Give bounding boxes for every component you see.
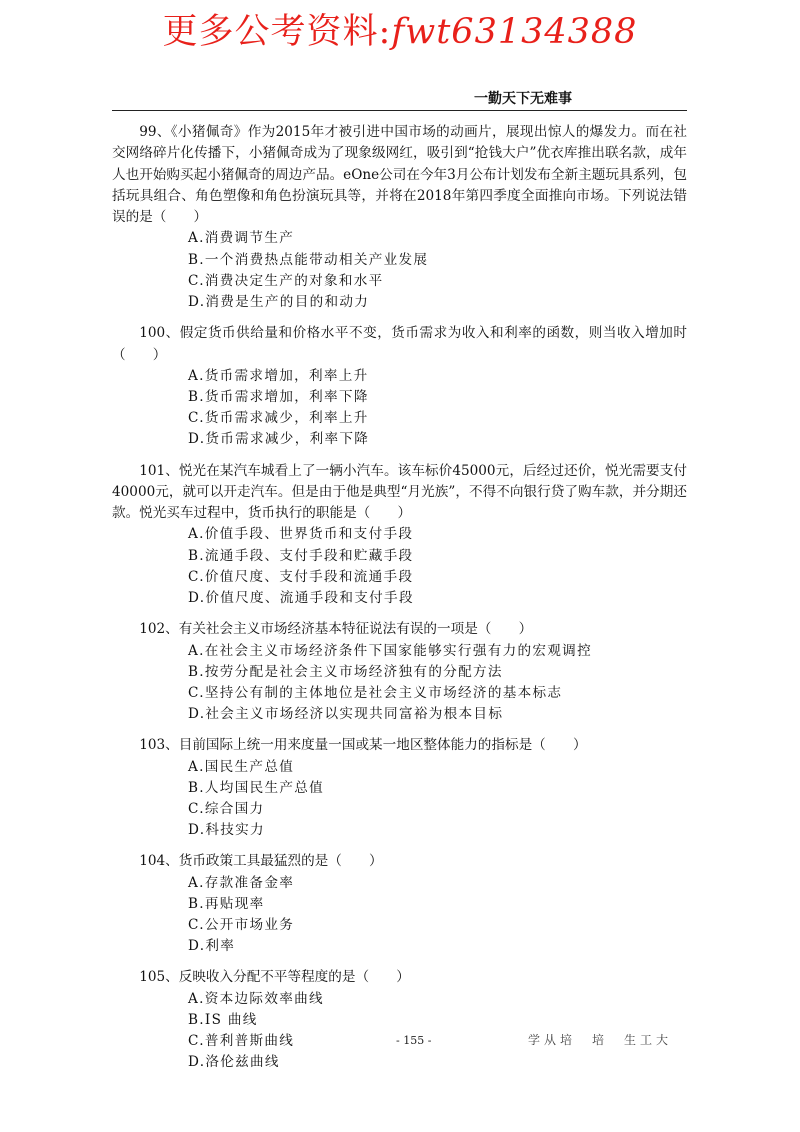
question-stem: 102、有关社会主义市场经济基本特征说法有误的一项是（ ） [139, 621, 533, 638]
banner-text: 更多公考资料: [162, 12, 392, 52]
option-d: D.消费是生产的目的和动力 [188, 294, 370, 311]
question-stem: 100、假定货币供给量和价格水平不变，货币需求为收入和利率的函数，则当收入增加时（ ） [112, 325, 687, 363]
option-b: B.IS 曲线 [188, 1011, 258, 1028]
option-b: B.再贴现率 [188, 895, 265, 912]
option-a: A.存款准备金率 [188, 874, 295, 891]
option-list [112, 366, 687, 451]
question-stem: 101、悦光在某汽车城看上了一辆小汽车。该车标价45000元，后经过还价，悦光需要支付40000元，就可以开走汽车。但是由于他是典型“月光族”，不得不向银行贷了购车款，并分期还款。悦光买车过程中，货币执行的职能是（ ） [112, 462, 687, 522]
watermark-banner [0, 4, 800, 54]
option-c: C.公开市场业务 [188, 916, 295, 933]
option-a: A.资本边际效率曲线 [188, 990, 324, 1007]
option-b: B.一个消费热点能带动相关产业发展 [188, 251, 429, 268]
question-102 [112, 619, 687, 725]
question-stem: 104、货币政策工具最猛烈的是（ ） [139, 853, 383, 870]
option-b: B.货币需求增加，利率下降 [188, 389, 369, 406]
header-motto: 一勤天下无难事 [474, 91, 572, 107]
page-header [112, 86, 687, 111]
question-99 [112, 122, 687, 313]
option-c: C.普利普斯曲线 [188, 1033, 295, 1050]
question-103 [112, 735, 687, 841]
option-a: A.国民生产总值 [188, 758, 295, 775]
option-a: A.消费调节生产 [188, 230, 295, 247]
question-104 [112, 851, 687, 957]
option-c: C.价值尺度、支付手段和流通手段 [188, 568, 414, 585]
option-c: C.综合国力 [188, 800, 265, 817]
option-c: C.货币需求减少，利率上升 [188, 410, 369, 427]
option-d: D.货币需求减少，利率下降 [188, 431, 370, 448]
option-c: C.坚持公有制的主体地位是社会主义市场经济的基本标志 [188, 684, 563, 701]
option-b: B.按劳分配是社会主义市场经济独有的分配方法 [188, 663, 503, 680]
option-b: B.流通手段、支付手段和贮藏手段 [188, 547, 414, 564]
option-d: D.洛伦兹曲线 [188, 1054, 280, 1071]
question-stem: 105、反映收入分配不平等程度的是（ ） [139, 969, 410, 986]
option-list [112, 873, 687, 958]
option-b: B.人均国民生产总值 [188, 779, 325, 796]
banner-code: fwt63134388 [391, 12, 638, 52]
footer-stamp: 学从培 培 生工大 [528, 1033, 673, 1047]
option-list [112, 524, 687, 609]
option-a: A.货币需求增加，利率上升 [188, 367, 369, 384]
question-100 [112, 323, 687, 450]
option-a: A.在社会主义市场经济条件下国家能够实行强有力的宏观调控 [188, 642, 592, 659]
question-105 [112, 967, 687, 1073]
option-list [112, 228, 687, 313]
question-stem: 103、目前国际上统一用来度量一国或某一地区整体能力的指标是（ ） [139, 737, 587, 754]
option-list [112, 641, 687, 726]
option-d: D.社会主义市场经济以实现共同富裕为根本目标 [188, 706, 504, 723]
question-list [112, 122, 687, 1076]
question-stem: 99、《小猪佩奇》作为2015年才被引进中国市场的动画片，展现出惊人的爆发力。而在社交网络碎片化传播下，小猪佩奇成为了现象级网红，吸引到“抢钱大户”优衣库推出联名款，成年人也开始购买起小猪佩奇的周边产品。eOne公司在今年3月公布计划发布全新主题玩具系列，包括玩具组合、角色塑像和角色扮演玩具等，并将在2018年第四季度全面推向市场。下列说法错误的是（ ） [112, 124, 687, 226]
option-d: D.价值尺度、流通手段和支付手段 [188, 590, 414, 607]
option-d: D.利率 [188, 938, 236, 955]
page-number: - 155 - [396, 1034, 432, 1047]
question-101 [112, 461, 687, 610]
option-list [112, 757, 687, 842]
option-a: A.价值手段、世界货币和支付手段 [188, 526, 414, 543]
option-c: C.消费决定生产的对象和水平 [188, 272, 384, 289]
option-d: D.科技实力 [188, 822, 265, 839]
